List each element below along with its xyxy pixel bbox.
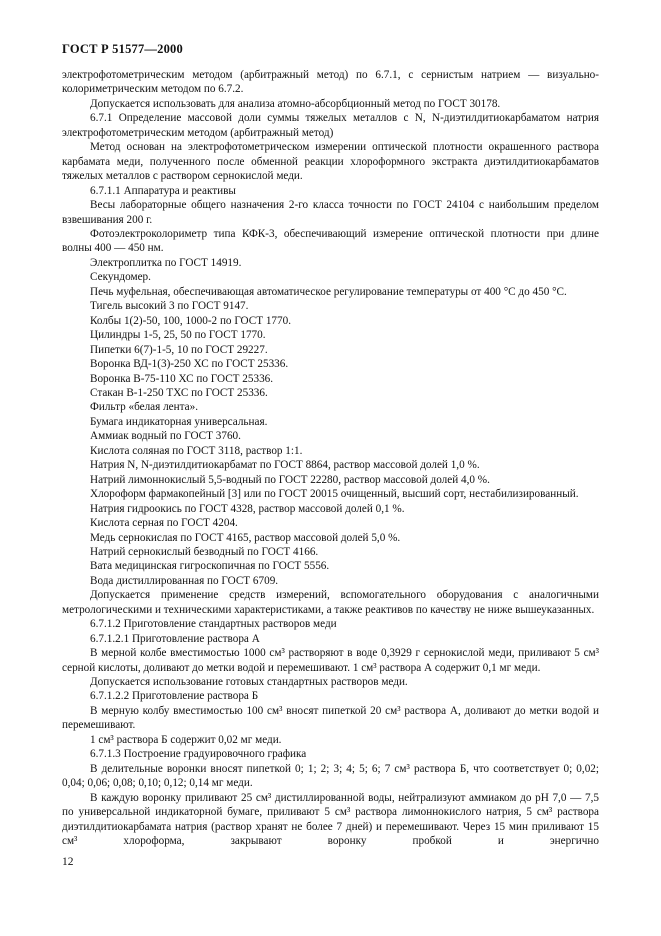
paragraph: Весы лабораторные общего назначения 2-го класса точности по ГОСТ 24104 с наибольшим пределом взвешивания 200 г. [62, 199, 599, 226]
paragraph: 6.7.1.2 Приготовление стандартных растворов меди [90, 618, 337, 631]
page-number: 12 [62, 856, 74, 868]
paragraph: Электроплитка по ГОСТ 14919. [90, 256, 242, 269]
paragraph: Метод основан на электрофотометрическом измерении оптической плотности окрашенного раствора карбамата меди, полученного после обменной реакции хлороформного экстракта диэтилдитиокарбаматов тяжелых металлов с раствором сернокислой меди. [62, 141, 599, 183]
paragraph: Допускается использовать для анализа атомно-абсорбционный метод по ГОСТ 30178. [90, 97, 501, 110]
paragraph: Медь сернокислая по ГОСТ 4165, раствор массовой долей 5,0 %. [90, 531, 401, 544]
paragraph: Стакан В-1-250 ТХС по ГОСТ 25336. [90, 386, 268, 399]
paragraph: Аммиак водный по ГОСТ 3760. [90, 430, 241, 443]
paragraph: В делительные воронки вносят пипеткой 0; 1; 2; 3; 4; 5; 6; 7 см³ раствора Б, что соответствует 0; 0,02; 0,04; 0,06; 0,08; 0,10; 0,12; 0,14 мг меди. [62, 762, 599, 790]
paragraph: Секундомер. [90, 271, 151, 284]
paragraph: В мерную колбу вместимостью 100 см³ вносят пипеткой 20 см³ раствора А, доливают до метки водой и перемешивают. [62, 704, 599, 732]
paragraph: 6.7.1.2.2 Приготовление раствора Б [90, 690, 259, 703]
paragraph: В мерной колбе вместимостью 1000 см³ растворяют в воде 0,3929 г сернокислой меди, приливают 5 см³ серной кислоты, доливают до метки водой и перемешивают. 1 см³ раствора А содержит 0,1 мг меди. [62, 647, 599, 674]
paragraph: Кислота соляная по ГОСТ 3118, раствор 1:1. [90, 444, 303, 457]
paragraph: Хлороформ фармакопейный [3] или по ГОСТ 20015 очищенный, высший сорт, нестабилизированный. [90, 488, 579, 501]
paragraph: Цилиндры 1-5, 25, 50 по ГОСТ 1770. [90, 329, 266, 342]
paragraph: Колбы 1(2)-50, 100, 1000-2 по ГОСТ 1770. [90, 314, 291, 327]
paragraph: Вата медицинская гигроскопичная по ГОСТ 5556. [90, 560, 330, 573]
paragraph: Натрия гидроокись по ГОСТ 4328, раствор массовой долей 0,1 %. [90, 502, 405, 515]
paragraph: Допускается применение средств измерений, вспомогательного оборудования с аналогичными метрологическими и техническими характеристиками, а также реактивов по качеству не ниже вышеуказанных. [62, 589, 599, 616]
paragraph: Печь муфельная, обеспечивающая автоматическое регулирование температуры от 400 °С до 450 °С. [90, 285, 567, 298]
paragraph: Бумага индикаторная универсальная. [90, 415, 268, 428]
paragraph: Пипетки 6(7)-1-5, 10 по ГОСТ 29227. [90, 343, 268, 356]
paragraph: Вода дистиллированная по ГОСТ 6709. [90, 574, 279, 587]
paragraph: Кислота серная по ГОСТ 4204. [90, 517, 238, 530]
paragraph: 1 см³ раствора Б содержит 0,02 мг меди. [90, 733, 282, 746]
paragraph: Воронка В-75-110 ХС по ГОСТ 25336. [90, 372, 274, 385]
paragraph: Фотоэлектроколориметр типа КФК-3, обеспечивающий измерение оптической плотности при длине волны 400 — 450 нм. [62, 227, 599, 255]
paragraph: Фильтр «белая лента». [90, 401, 199, 414]
paragraph: 6.7.1.2.1 Приготовление раствора А [90, 632, 260, 645]
paragraph: 6.7.1.1 Аппаратура и реактивы [90, 184, 236, 197]
document-header: ГОСТ Р 51577—2000 [62, 42, 183, 56]
paragraph: Натрий сернокислый безводный по ГОСТ 4166. [90, 545, 319, 558]
paragraph: Воронка ВД-1(3)-250 ХС по ГОСТ 25336. [90, 358, 289, 371]
paragraph: Натрий лимоннокислый 5,5-водный по ГОСТ 22280, раствор массовой долей 4,0 %. [90, 473, 490, 486]
paragraph: 6.7.1 Определение массовой доли суммы тяжелых металлов с N, N-диэтилдитиокарбаматом натрия электрофотометрическим методом (арбитражный метод) [62, 112, 599, 139]
paragraph: Тигель высокий 3 по ГОСТ 9147. [90, 300, 249, 313]
paragraph: Натрия N, N-диэтилдитиокарбамат по ГОСТ 8864, раствор массовой долей 1,0 %. [90, 459, 480, 472]
paragraph: В каждую воронку приливают 25 см³ дистиллированной воды, нейтрализуют аммиаком до pH 7,0 — 7,5 по универсальной индикаторной бумаге, приливают 5 см³ раствора лимоннокислого натрия, 5 см³ раствора диэтилдитиокарбамата натрия (раствор хранят не более 7 дней) и перемешивают. Через 15 мин приливают 15 см³ хлороформа, закрывают воронку пробкой и энергично [62, 791, 599, 848]
paragraph: Допускается использование готовых стандартных растворов меди. [90, 676, 408, 689]
document-body [62, 68, 599, 848]
paragraph: электрофотометрическим методом (арбитражный метод) по 6.7.1, с сернистым натрием — визуально-колориметрическим методом по 6.7.2. [62, 69, 599, 96]
paragraph: 6.7.1.3 Построение градуировочного графика [90, 748, 307, 761]
